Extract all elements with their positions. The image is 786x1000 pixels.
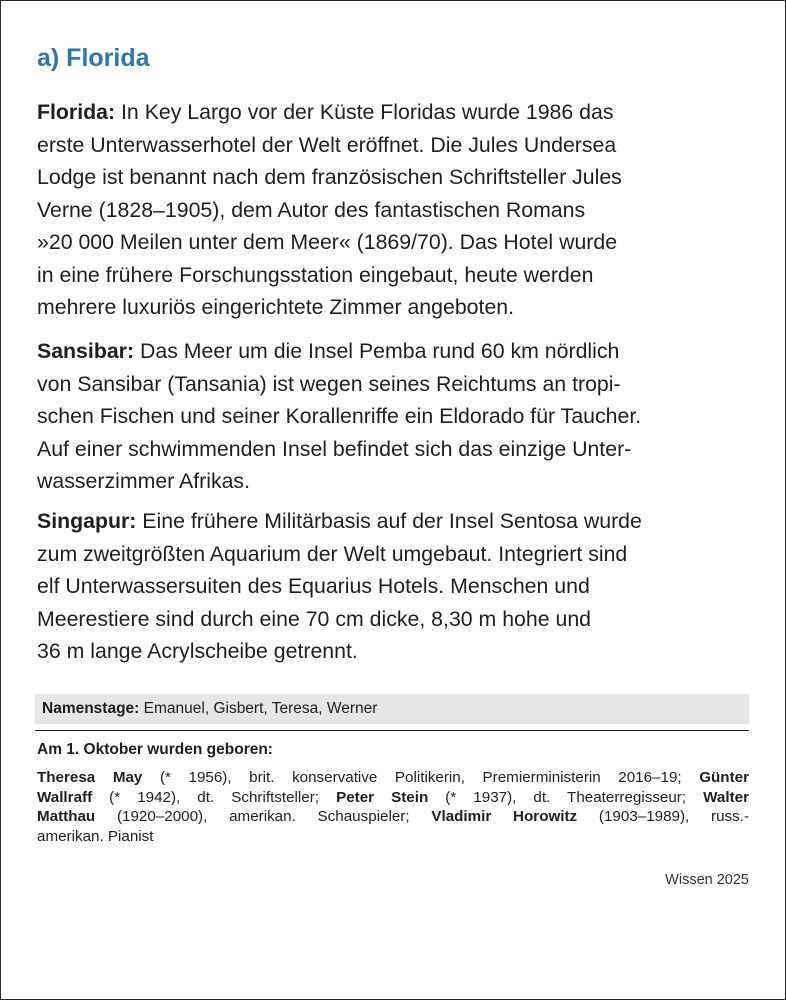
section-line: wasserzimmer Afrikas. xyxy=(37,469,250,493)
born-line: amerikan. Pianist xyxy=(37,827,154,845)
section-line: Lodge ist benannt nach dem französischen Schriftsteller Jules xyxy=(37,165,622,189)
namedays-label: Namenstage: xyxy=(42,700,140,717)
born-heading: Am 1. Oktober wurden geboren: xyxy=(37,741,273,758)
person-name: Vladimir Horowitz xyxy=(431,808,578,825)
section-heading: Sansibar: xyxy=(37,339,135,363)
born-line: Theresa May (* 1956), brit. konservative Politikerin, Premierministerin 2016–19; Günter xyxy=(37,769,750,786)
section-singapur xyxy=(37,505,752,668)
section-line: in eine frühere Forschungsstation eingebaut, heute werden xyxy=(37,262,594,287)
namedays-bar xyxy=(35,694,749,724)
section-line: 36 m lange Acrylscheibe getrennt. xyxy=(37,639,358,663)
section-line: Auf einer schwimmenden Insel befindet sich das einzige Unter- xyxy=(37,436,632,461)
person-name: Günter xyxy=(699,769,750,786)
page-title: a) Florida xyxy=(37,44,150,72)
section-line: Sansibar: Das Meer um die Insel Pemba rund 60 km nördlich xyxy=(37,339,620,363)
person-name: Theresa May xyxy=(37,769,143,786)
section-line: Meerestiere sind durch eine 70 cm dicke, 8,30 m hohe und xyxy=(37,606,592,631)
born-line: Wallraff (* 1942), dt. Schriftsteller; Peter Stein (* 1937), dt. Theaterregisseur; Walter xyxy=(37,788,749,806)
section-line: zum zweitgrößten Aquarium der Welt umgebaut. Integriert sind xyxy=(37,541,628,566)
namedays-names: Emanuel, Gisbert, Teresa, Werner xyxy=(139,700,378,717)
person-name: Wallraff xyxy=(37,788,93,806)
section-line: Verne (1828–1905), dem Autor des fantastischen Romans xyxy=(37,197,586,222)
section-line: erste Unterwasserhotel der Welt eröffnet. Die Jules Undersea xyxy=(37,132,617,157)
section-line: von Sansibar (Tansania) ist wegen seines Reichtums an tropi- xyxy=(37,371,621,396)
section-heading: Singapur: xyxy=(37,509,137,533)
section-heading: Florida: xyxy=(37,100,116,124)
person-name: Peter Stein xyxy=(336,788,429,806)
section-line: »20 000 Meilen unter dem Meer« (1869/70). Das Hotel wurde xyxy=(37,230,618,254)
section-florida xyxy=(37,96,752,324)
divider xyxy=(35,730,749,731)
person-name: Walter xyxy=(703,788,749,806)
section-line: Florida: In Key Largo vor der Küste Floridas wurde 1986 das xyxy=(37,100,614,124)
born-line: Matthau (1920–2000), amerikan. Schauspieler; Vladimir Horowitz (1903–1989), russ.- xyxy=(37,808,750,825)
section-sansibar xyxy=(37,335,752,498)
born-list xyxy=(37,768,749,846)
section-line: Singapur: Eine frühere Militärbasis auf der Insel Sentosa wurde xyxy=(37,509,642,533)
section-line: schen Fischen und seiner Korallenriffe ein Eldorado für Taucher. xyxy=(37,404,642,428)
section-line: mehrere luxuriös eingerichtete Zimmer angeboten. xyxy=(37,295,515,319)
footer-label: Wissen 2025 xyxy=(665,872,749,888)
section-line: elf Unterwassersuiten des Equarius Hotels. Menschen und xyxy=(37,574,590,598)
person-name: Matthau xyxy=(37,808,96,825)
